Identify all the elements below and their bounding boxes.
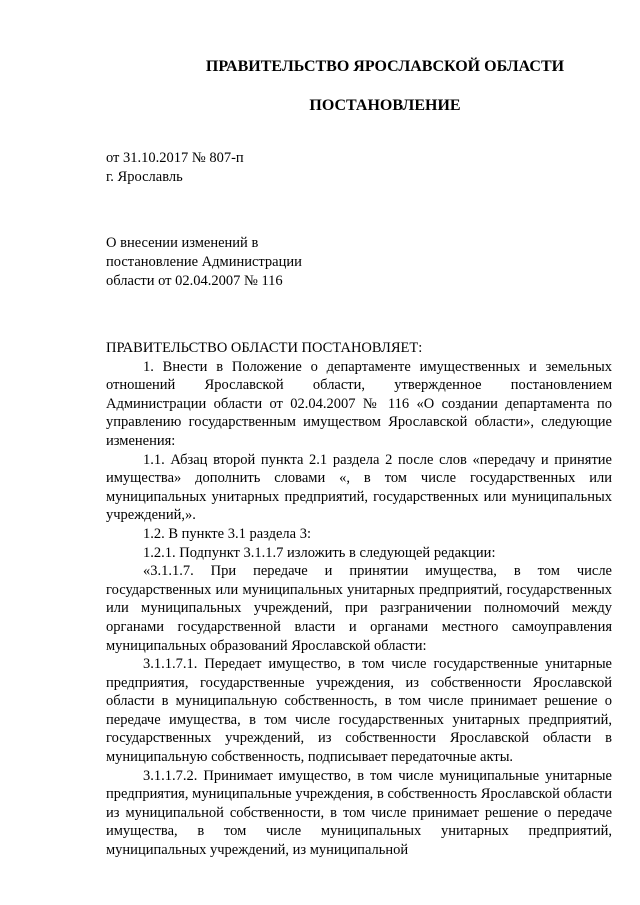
document-subject: [106, 234, 366, 291]
subject-line-2: постановление Администрации: [106, 254, 302, 270]
paragraph-1-2: 1.2. В пункте 3.1 раздела 3:: [143, 525, 311, 542]
paragraph-3-1-1-7-1: 3.1.1.7.1. Передает имущество, в том числе государственные унитарные предприятия, государственные учреждения, из собственности Ярославской области в муниципальную собственность, в том числе принимает решение о передаче имущества, в том числе государственных унитарных предприятий, государственных учреждений, из собственности Ярославской области в муниципальную собственность, подписывает передаточные акты.: [106, 656, 612, 766]
paragraph-3-1-1-7: «3.1.1.7. При передаче и принятии имущества, в том числе государственных или муниципальных унитарных предприятий, государственных или муниципальных учреждений, при разграничении полномочий между органами государственной власти и органами местного самоуправления муниципальных образований Ярославской области:: [106, 563, 612, 654]
document-type-heading: ПОСТАНОВЛЕНИЕ: [309, 97, 461, 114]
paragraph-1-2-1: 1.2.1. Подпункт 3.1.1.7 изложить в следующей редакции:: [143, 544, 496, 561]
paragraph-3-1-1-7-2: 3.1.1.7.2. Принимает имущество, в том числе муниципальные унитарные предприятия, муниципальные учреждения, в собственность Ярославской области из муниципальной собственности, в том числе принимает решение о передаче имущества, в том числе муниципальных унитарных предприятий, муниципальных учреждений, из муниципальной: [106, 767, 612, 859]
paragraph-1: 1. Внести в Положение о департаменте имущественных и земельных отношений Ярославской области, утвержденное постановлением Администрации области от 02.04.2007 № 116 «О создании департамента по управлению государственным имуществом Ярославской области», следующие изменения:: [106, 358, 612, 449]
document-meta: [106, 149, 244, 187]
government-heading: ПРАВИТЕЛЬСТВО ЯРОСЛАВСКОЙ ОБЛАСТИ: [205, 58, 565, 75]
preamble: ПРАВИТЕЛЬСТВО ОБЛАСТИ ПОСТАНОВЛЯЕТ:: [106, 340, 423, 356]
city: г. Ярославль: [106, 169, 183, 185]
paragraph-1-1: 1.1. Абзац второй пункта 2.1 раздела 2 после слов «передачу и принятие имущества» дополнить словами «, в том числе государственных или муниципальных унитарных предприятий, государственных или муниципальных учреждений,».: [106, 451, 612, 524]
subject-line-3: области от 02.04.2007 № 116: [106, 273, 283, 289]
document-body: [106, 339, 612, 860]
date-number: от 31.10.2017 № 807-п: [106, 150, 244, 166]
subject-line-1: О внесении изменений в: [106, 235, 259, 251]
